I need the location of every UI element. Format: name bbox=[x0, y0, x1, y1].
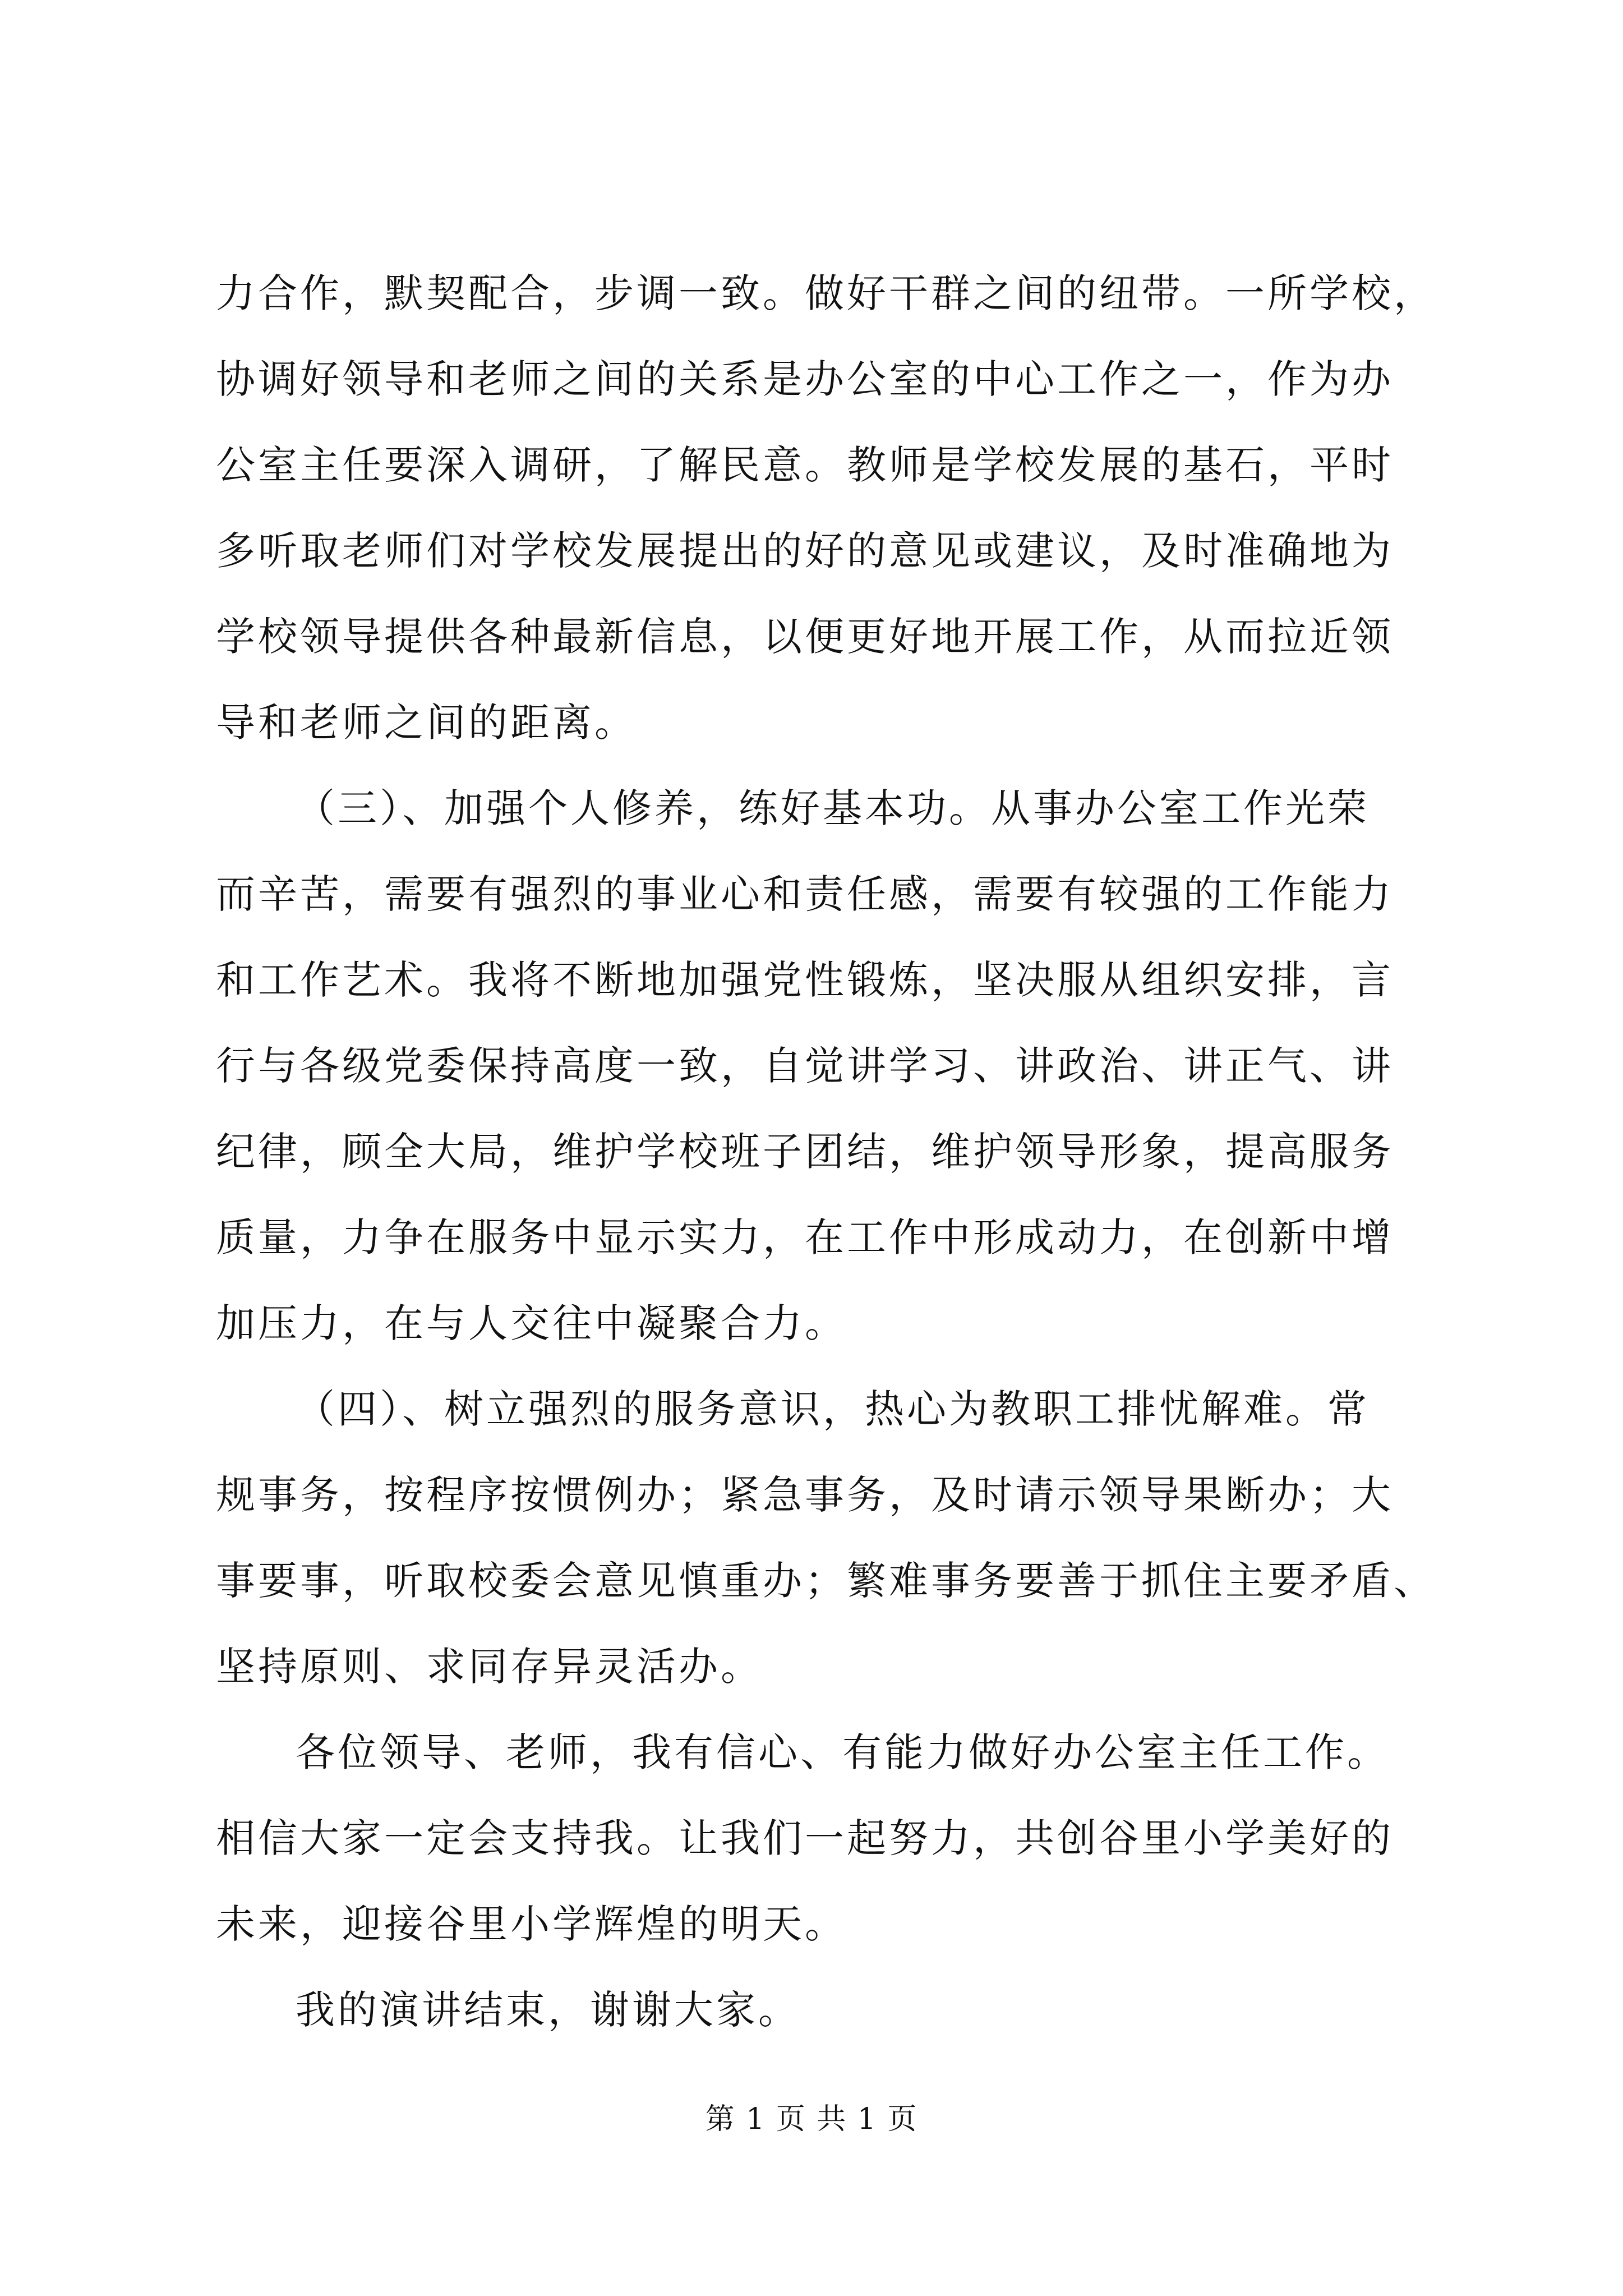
paragraph-line: 公室主任要深入调研，了解民意。教师是学校发展的基石，平时 bbox=[216, 442, 1394, 488]
paragraph-line: 我的演讲结束，谢谢大家。 bbox=[296, 1987, 800, 2033]
paragraph-line: 加压力，在与人交往中凝聚合力。 bbox=[216, 1300, 847, 1346]
paragraph-line: 纪律，顾全大局，维护学校班子团结，维护领导形象，提高服务 bbox=[216, 1129, 1394, 1175]
paragraph-line: （四）、树立强烈的服务意识，热心为教职工排忧解难。常 bbox=[296, 1386, 1370, 1432]
page-footer: 第 1 页 共 1 页 bbox=[705, 2102, 918, 2136]
paragraph-line: 协调好领导和老师之间的关系是办公室的中心工作之一，作为办 bbox=[216, 356, 1394, 402]
paragraph-line: 学校领导提供各种最新信息，以便更好地开展工作，从而拉近领 bbox=[216, 614, 1394, 660]
paragraph-line: 导和老师之间的距离。 bbox=[216, 700, 637, 746]
paragraph-line: 未来，迎接谷里小学辉煌的明天。 bbox=[216, 1901, 847, 1947]
paragraph-line: 而辛苦，需要有强烈的事业心和责任感，需要有较强的工作能力 bbox=[216, 871, 1394, 917]
paragraph-line: 力合作，默契配合，步调一致。做好干群之间的纽带。一所学校， bbox=[216, 270, 1436, 316]
paragraph-line: 事要事，听取校委会意见慎重办；繁难事务要善于抓住主要矛盾、 bbox=[216, 1558, 1436, 1604]
paragraph-line: 各位领导、老师，我有信心、有能力做好办公室主任工作。 bbox=[296, 1729, 1389, 1775]
paragraph-line: （三）、加强个人修养，练好基本功。从事办公室工作光荣 bbox=[296, 785, 1370, 831]
paragraph-line: 坚持原则、求同存异灵活办。 bbox=[216, 1644, 763, 1690]
paragraph-line: 相信大家一定会支持我。让我们一起努力，共创谷里小学美好的 bbox=[216, 1815, 1394, 1861]
paragraph-line: 行与各级党委保持高度一致，自觉讲学习、讲政治、讲正气、讲 bbox=[216, 1043, 1394, 1089]
paragraph-line: 规事务，按程序按惯例办；紧急事务，及时请示领导果断办；大 bbox=[216, 1472, 1394, 1518]
paragraph-line: 和工作艺术。我将不断地加强党性锻炼，坚决服从组织安排，言 bbox=[216, 957, 1394, 1003]
paragraph-line: 多听取老师们对学校发展提出的好的意见或建议，及时准确地为 bbox=[216, 528, 1394, 574]
paragraph-line: 质量，力争在服务中显示实力，在工作中形成动力，在创新中增 bbox=[216, 1214, 1394, 1260]
